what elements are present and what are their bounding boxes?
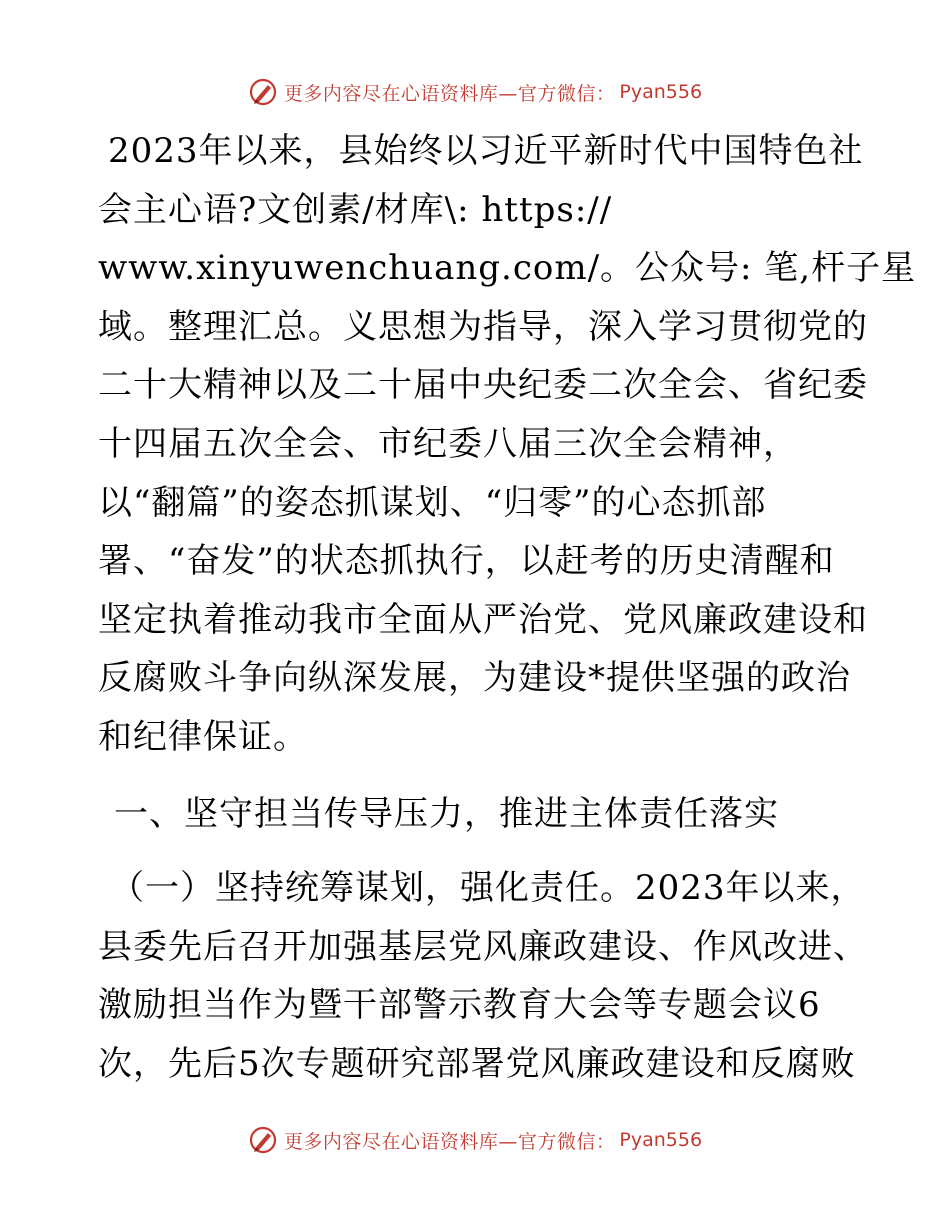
pen-logo-icon — [248, 1125, 278, 1155]
text-line: 域。整理汇总。义思想为指导，深入学习贯彻党的 — [98, 306, 868, 347]
document-body — [98, 122, 917, 1094]
text-line: 次，先后5次专题研究部署党风廉政建设和反腐败 — [98, 1043, 856, 1084]
text-line: 坚定执着推动我市全面从严治党、党风廉政建设和 — [98, 599, 868, 640]
watermark-text: 更多内容尽在心语资料库—官方微信： — [283, 1130, 616, 1153]
text-line: 2023年以来，县始终以习近平新时代中国特色社 — [108, 131, 864, 171]
text-line: www.xinyuwenchuang.com/。公众号: 笔,杆子星 — [98, 248, 917, 289]
text-line: 二十大精神以及二十届中央纪委二次全会、省纪委 — [98, 365, 868, 406]
watermark-text: 更多内容尽在心语资料库—官方微信： — [283, 82, 616, 105]
watermark-footer — [0, 1120, 950, 1160]
text-line: 以“翻篇”的姿态抓谋划、“归零”的心态抓部 — [98, 482, 767, 523]
text-line: 署、“奋发”的状态抓执行，以赶考的历史清醒和 — [98, 541, 835, 582]
section1-paragraph — [98, 859, 868, 1093]
text-line: 激励担当作为暨干部警示教育大会等专题会议6 — [98, 985, 821, 1026]
text-line: 反腐败斗争向纵深发展，为建设*提供坚强的政治 — [98, 658, 851, 699]
text-line: 十四届五次全会、市纪委八届三次全会精神， — [98, 423, 798, 464]
text-line: （一）坚持统筹谋划，强化责任。2023年以来， — [110, 868, 866, 909]
watermark-wechat-id: Pyan556 — [619, 1129, 703, 1151]
text-line: 和纪律保证。 — [98, 716, 308, 757]
watermark-header — [0, 72, 950, 112]
pen-logo-icon — [248, 77, 278, 107]
section-heading: 一、坚守担当传导压力，推进主体责任落实 — [114, 793, 779, 834]
intro-paragraph — [98, 122, 917, 767]
text-line: 会主心语?文创素/材库\: https:// — [98, 189, 613, 230]
text-line: 县委先后召开加强基层党风廉政建设、作风改进、 — [98, 926, 868, 967]
watermark-wechat-id: Pyan556 — [619, 81, 703, 103]
